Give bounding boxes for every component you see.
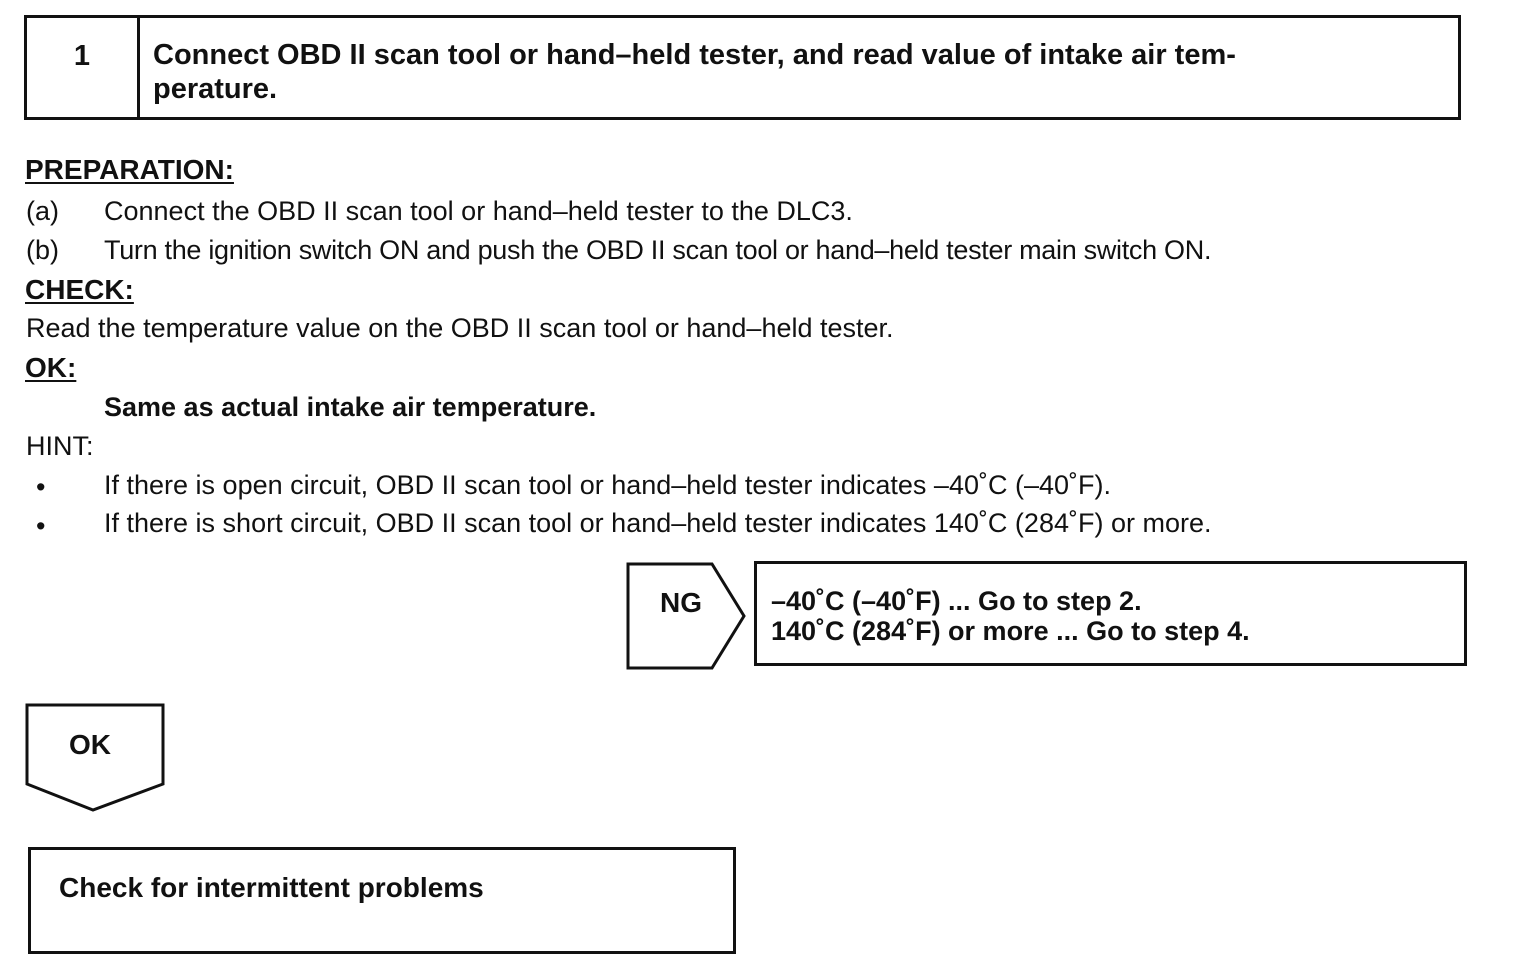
hint-heading: HINT: <box>26 431 94 461</box>
hint-bullet-2: • <box>36 511 46 541</box>
step-title-text: Connect OBD II scan tool or hand–held tester, and read value of intake air tem- perature. <box>153 39 1236 105</box>
ok-label: OK <box>69 729 111 760</box>
step-number: 1 <box>27 18 140 117</box>
ng-result-line-2: 140˚C (284˚F) or more ... Go to step 4. <box>771 616 1250 646</box>
hint-item-2-text: If there is short circuit, OBD II scan tool or hand–held tester indicates 140˚C (284˚F) or more. <box>104 508 1212 538</box>
hint-bullet-1: • <box>36 472 46 502</box>
ok-spec-heading: OK: <box>25 352 77 383</box>
step-header-box <box>24 15 1461 120</box>
next-action-text: Check for intermittent problems <box>59 872 484 903</box>
ng-result-text <box>771 586 1250 646</box>
check-heading: CHECK: <box>25 274 134 305</box>
ng-result-box <box>754 561 1467 666</box>
preparation-item-a-text: Connect the OBD II scan tool or hand–held tester to the DLC3. <box>104 196 853 226</box>
ok-spec-text: Same as actual intake air temperature. <box>104 392 597 422</box>
hint-item-1-text: If there is open circuit, OBD II scan tool or hand–held tester indicates –40˚C (–40˚F). <box>104 470 1111 500</box>
preparation-item-b-marker: (b) <box>26 235 59 265</box>
ng-result-line-1: –40˚C (–40˚F) ... Go to step 2. <box>771 586 1142 616</box>
step-title <box>153 38 1443 106</box>
next-action-box <box>28 847 736 954</box>
check-text: Read the temperature value on the OBD II scan tool or hand–held tester. <box>26 313 894 343</box>
preparation-item-b-text: Turn the ignition switch ON and push the OBD II scan tool or hand–held tester main switch ON. <box>104 235 1212 265</box>
ng-label: NG <box>660 587 702 618</box>
preparation-item-a-marker: (a) <box>26 196 59 226</box>
preparation-heading: PREPARATION: <box>25 154 234 185</box>
